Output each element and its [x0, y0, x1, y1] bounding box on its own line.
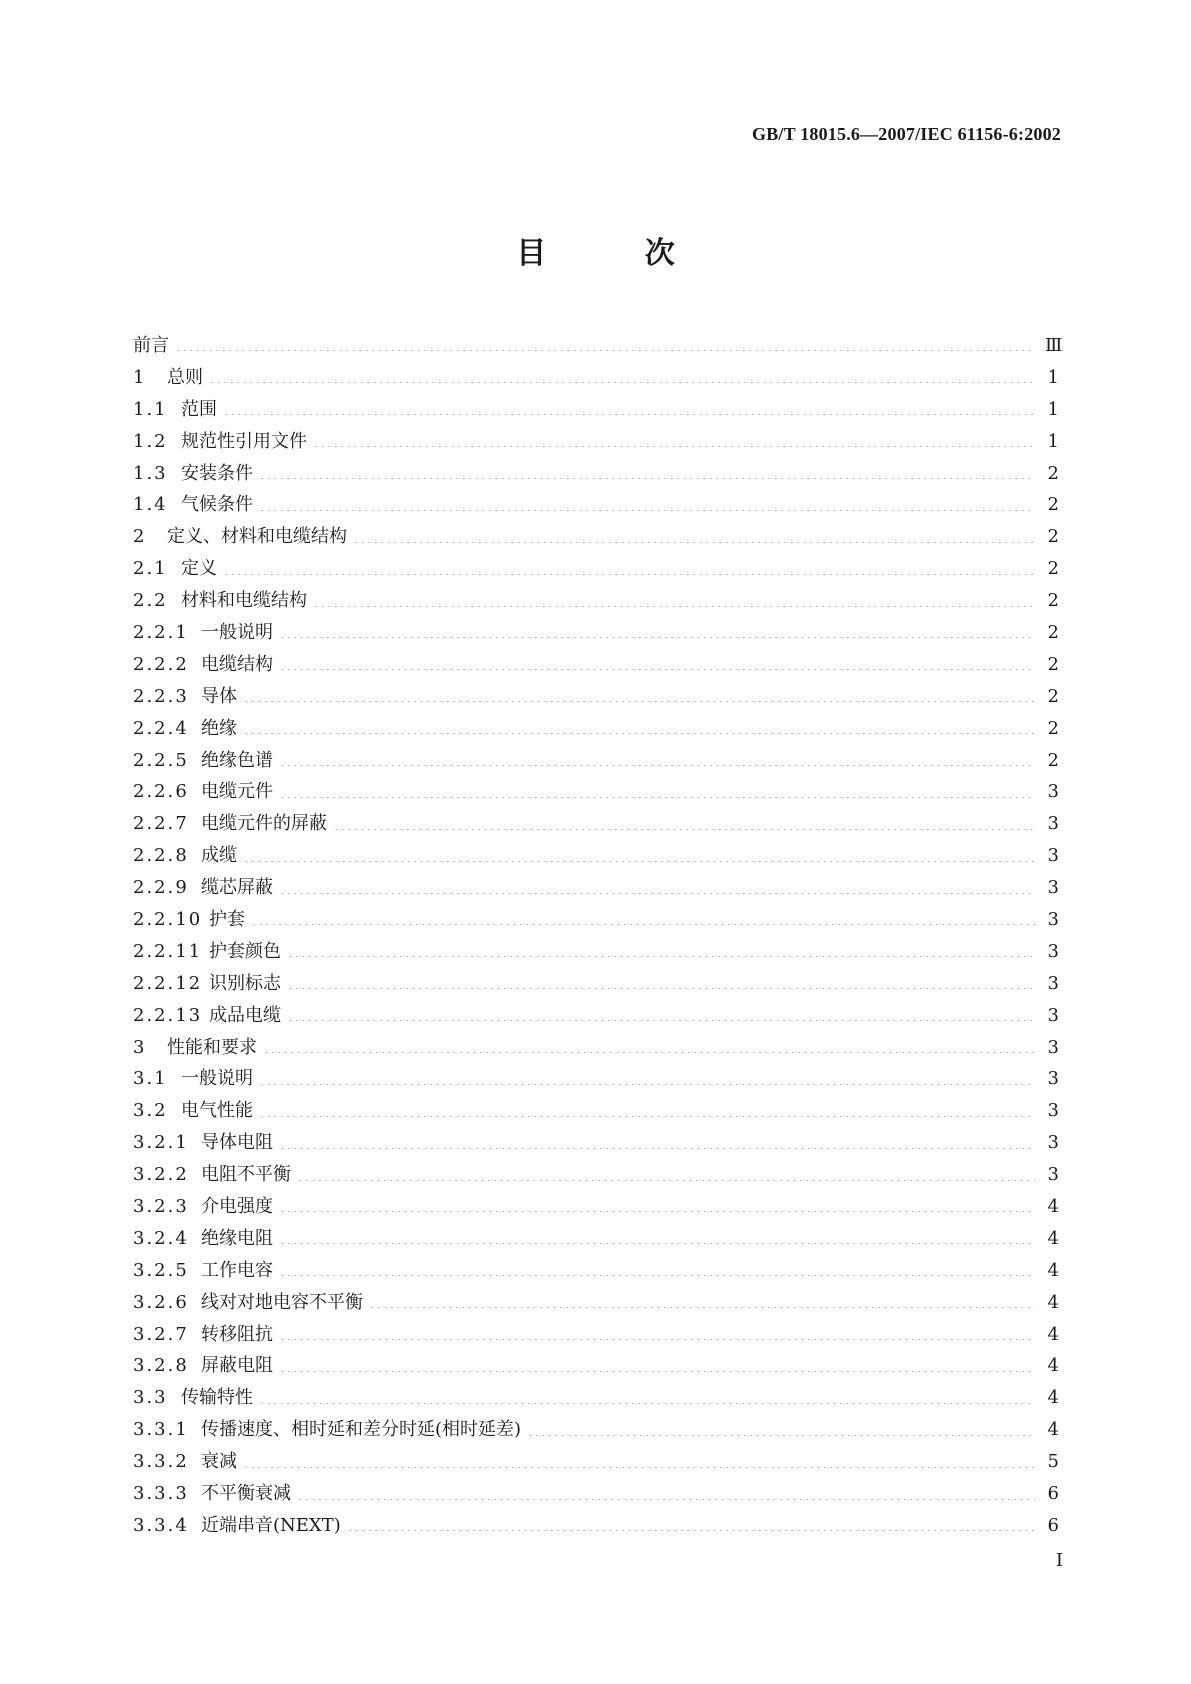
toc-entry[interactable] [133, 936, 1059, 968]
toc-entry-page: 2 [1047, 717, 1059, 739]
table-of-contents [133, 330, 1063, 1542]
toc-entry[interactable] [133, 1319, 1059, 1351]
toc-entry-page: 3 [1047, 1100, 1059, 1122]
toc-entry-page: 3 [1047, 1036, 1059, 1058]
toc-entry-label: 定义 [181, 558, 217, 580]
toc-entry-label: 护套颜色 [209, 940, 281, 962]
toc-entry-label: 总则 [167, 366, 203, 388]
toc-leader-dots [263, 1052, 1035, 1053]
toc-entry[interactable] [133, 713, 1059, 745]
toc-entry-number: 3.2.1 [133, 1132, 189, 1154]
toc-leader-dots [297, 1180, 1035, 1181]
toc-entry-page: 4 [1047, 1227, 1059, 1249]
toc-entry-number: 2.1 [133, 558, 168, 580]
toc-leader-dots [259, 1116, 1035, 1117]
toc-entry[interactable] [133, 681, 1059, 713]
toc-entry-page: 3 [1047, 972, 1059, 994]
toc-entry-number: 3.2.8 [133, 1355, 189, 1377]
toc-entry-label: 工作电容 [201, 1259, 273, 1281]
toc-entry-label: 线对对地电容不平衡 [201, 1291, 363, 1313]
toc-leader-dots [313, 606, 1035, 607]
toc-entry-label: 性能和要求 [167, 1036, 257, 1058]
toc-entry-label: 规范性引用文件 [181, 430, 307, 452]
toc-entry-number: 2.2.7 [133, 813, 189, 835]
toc-leader-dots [297, 1499, 1035, 1500]
toc-entry-number: 2 [133, 526, 147, 548]
toc-entry[interactable] [133, 1032, 1059, 1064]
toc-entry-number: 3.2.4 [133, 1227, 189, 1249]
toc-entry-label: 电缆结构 [201, 653, 273, 675]
toc-entry-number: 2.2.3 [133, 685, 189, 707]
toc-entry-page: 3 [1047, 940, 1059, 962]
toc-entry-number: 2.2 [133, 590, 168, 612]
toc-entry-number: 1.3 [133, 462, 168, 484]
toc-entry[interactable] [133, 489, 1059, 521]
toc-entry[interactable] [133, 808, 1059, 840]
toc-entry-label: 电缆元件的屏蔽 [201, 813, 327, 835]
toc-entry-number: 3.3.4 [133, 1514, 189, 1536]
toc-entry-number: 2.2.6 [133, 781, 189, 803]
toc-entry-label: 安装条件 [181, 462, 253, 484]
toc-entry-page: 4 [1047, 1387, 1059, 1409]
toc-entry-number: 2.2.4 [133, 717, 189, 739]
toc-entry-label: 电缆元件 [201, 781, 273, 803]
toc-entry-label: 导体 [201, 685, 237, 707]
toc-entry-number: 3.2.5 [133, 1259, 189, 1281]
toc-entry[interactable] [133, 362, 1059, 394]
toc-entry[interactable] [133, 745, 1059, 777]
toc-entry-number: 3.3.2 [133, 1451, 189, 1473]
toc-leader-dots [209, 382, 1035, 383]
toc-leader-dots [333, 829, 1035, 830]
toc-entry-number: 3.2.7 [133, 1323, 189, 1345]
toc-entry-number: 2.2.12 [133, 972, 203, 994]
toc-entry-page: 4 [1047, 1291, 1059, 1313]
toc-entry[interactable] [133, 1127, 1059, 1159]
toc-entry-label: 缆芯屏蔽 [201, 877, 273, 899]
toc-entry-page: 3 [1047, 1164, 1059, 1186]
toc-entry[interactable] [133, 1159, 1059, 1191]
toc-entry[interactable] [133, 585, 1059, 617]
toc-entry-number: 1.1 [133, 398, 168, 420]
toc-entry-label: 不平衡衰减 [201, 1483, 291, 1504]
toc-entry[interactable] [133, 553, 1059, 585]
toc-leader-dots [279, 1148, 1035, 1149]
toc-entry-number: 3.1 [133, 1068, 168, 1090]
toc-entry-page: 2 [1047, 685, 1059, 707]
toc-entry-number: 2.2.1 [133, 621, 189, 643]
toc-entry-number: 3.3.3 [133, 1483, 189, 1504]
toc-entry[interactable] [133, 776, 1059, 808]
toc-entry-number: 3.2.3 [133, 1195, 189, 1217]
toc-entry-page: 3 [1047, 1068, 1059, 1090]
toc-entry[interactable] [133, 521, 1059, 553]
toc-entry[interactable] [133, 840, 1059, 872]
toc-entry-number: 2.2.9 [133, 877, 189, 899]
toc-leader-dots [243, 1467, 1035, 1468]
toc-entry-label: 转移阻抗 [201, 1323, 273, 1345]
toc-leader-dots [251, 924, 1035, 925]
toc-entry[interactable] [133, 1223, 1059, 1255]
toc-entry-page: Ⅲ [1045, 334, 1063, 356]
toc-entry[interactable] [133, 1255, 1059, 1287]
toc-leader-dots [279, 669, 1035, 670]
toc-entry-number: 1 [133, 366, 147, 388]
toc-entry-label: 定义、材料和电缆结构 [167, 526, 347, 548]
toc-entry[interactable] [133, 1000, 1059, 1032]
toc-entry[interactable] [133, 1095, 1059, 1127]
toc-leader-dots [287, 956, 1035, 957]
toc-entry-number: 2.2.2 [133, 653, 189, 675]
toc-entry-label: 绝缘电阻 [201, 1227, 273, 1249]
toc-entry[interactable] [133, 1063, 1059, 1095]
toc-entry-label: 绝缘 [201, 717, 237, 739]
toc-entry[interactable] [133, 1478, 1059, 1510]
toc-entry-page: 3 [1047, 908, 1059, 930]
toc-leader-dots [313, 446, 1035, 447]
toc-entry-label: 识别标志 [209, 972, 281, 994]
toc-entry-label: 传输特性 [181, 1387, 253, 1409]
toc-entry-page: 6 [1047, 1514, 1059, 1536]
standard-code: GB/T 18015.6—2007/IEC 61156-6:2002 [752, 124, 1061, 144]
toc-leader-dots [279, 637, 1035, 638]
toc-entry-page: 4 [1047, 1355, 1059, 1377]
toc-entry-label: 范围 [181, 398, 217, 420]
toc-entry-page: 4 [1047, 1195, 1059, 1217]
toc-leader-dots [223, 574, 1035, 575]
toc-leader-dots [259, 1084, 1035, 1085]
toc-entry-page: 3 [1047, 813, 1059, 835]
toc-leader-dots [347, 1530, 1035, 1531]
toc-entry-page: 2 [1047, 462, 1059, 484]
toc-entry-page: 2 [1047, 494, 1059, 516]
toc-entry-number: 2.2.8 [133, 845, 189, 867]
toc-entry[interactable] [133, 426, 1059, 458]
toc-leader-dots [369, 1307, 1035, 1308]
toc-entry-page: 2 [1047, 749, 1059, 771]
toc-entry-number: 3.2.2 [133, 1164, 189, 1186]
toc-entry-page: 3 [1047, 877, 1059, 899]
toc-leader-dots [279, 1339, 1035, 1340]
toc-entry[interactable] [133, 1351, 1059, 1383]
toc-entry-label: 近端串音(NEXT) [201, 1514, 341, 1536]
toc-entry-page: 2 [1047, 653, 1059, 675]
toc-entry-number: 3.3.1 [133, 1419, 189, 1441]
toc-entry-number: 1.4 [133, 494, 168, 516]
toc-entry[interactable] [133, 617, 1059, 649]
toc-leader-dots [279, 1243, 1035, 1244]
toc-entry[interactable] [133, 1446, 1059, 1478]
toc-leader-dots [279, 1371, 1035, 1372]
toc-entry[interactable] [133, 872, 1059, 904]
toc-entry-label: 导体电阻 [201, 1132, 273, 1154]
toc-leader-dots [243, 733, 1035, 734]
toc-entry-label: 气候条件 [181, 494, 253, 516]
toc-entry-label: 电气性能 [181, 1100, 253, 1122]
toc-entry-number: 1.2 [133, 430, 168, 452]
toc-entry-page: 1 [1047, 366, 1059, 388]
toc-entry-page: 1 [1047, 430, 1059, 452]
toc-entry-label: 电阻不平衡 [201, 1164, 291, 1186]
toc-leader-dots [279, 797, 1035, 798]
toc-entry-label: 前言 [133, 334, 169, 356]
toc-entry-page: 3 [1047, 1132, 1059, 1154]
toc-leader-dots [279, 893, 1035, 894]
toc-leader-dots [287, 988, 1035, 989]
toc-entry-page: 6 [1047, 1483, 1059, 1504]
toc-leader-dots [287, 1020, 1035, 1021]
toc-entry-label: 成品电缆 [209, 1004, 281, 1026]
page-title: 目 次 [516, 236, 719, 271]
toc-entry-page: 2 [1047, 621, 1059, 643]
toc-entry[interactable] [133, 1191, 1059, 1223]
toc-entry[interactable] [133, 968, 1059, 1000]
toc-entry-page: 2 [1047, 526, 1059, 548]
toc-entry-page: 3 [1047, 845, 1059, 867]
toc-leader-dots [243, 701, 1035, 702]
toc-leader-dots [223, 414, 1035, 415]
toc-entry[interactable] [133, 649, 1059, 681]
toc-entry-label: 一般说明 [181, 1068, 253, 1090]
toc-entry[interactable] [133, 1382, 1059, 1414]
toc-entry-page: 5 [1047, 1451, 1059, 1473]
toc-entry-label: 一般说明 [201, 621, 273, 643]
toc-entry-label: 成缆 [201, 845, 237, 867]
toc-entry[interactable] [133, 1287, 1059, 1319]
toc-leader-dots [259, 478, 1035, 479]
toc-entry[interactable] [133, 458, 1059, 490]
toc-entry-label: 介电强度 [201, 1195, 273, 1217]
toc-entry-label: 传播速度、相时延和差分时延(相时延差) [201, 1419, 522, 1441]
toc-entry-label: 绝缘色谱 [201, 749, 273, 771]
toc-entry-number: 3.3 [133, 1387, 168, 1409]
toc-leader-dots [243, 861, 1035, 862]
toc-entry-page: 4 [1047, 1419, 1059, 1441]
toc-entry-number: 3 [133, 1036, 147, 1058]
toc-leader-dots [259, 510, 1035, 511]
toc-entry[interactable] [133, 1510, 1059, 1542]
toc-entry-page: 3 [1047, 781, 1059, 803]
toc-entry-number: 3.2.6 [133, 1291, 189, 1313]
toc-leader-dots [279, 1211, 1035, 1212]
toc-entry-page: 4 [1047, 1259, 1059, 1281]
toc-leader-dots [279, 1275, 1035, 1276]
toc-entry-page: 3 [1047, 1004, 1059, 1026]
toc-entry[interactable] [133, 394, 1059, 426]
toc-entry-page: 4 [1047, 1323, 1059, 1345]
toc-entry-label: 屏蔽电阻 [201, 1355, 273, 1377]
toc-entry-number: 2.2.5 [133, 749, 189, 771]
toc-entry[interactable] [133, 1414, 1059, 1446]
toc-leader-dots [259, 1403, 1035, 1404]
toc-entry-page: 2 [1047, 558, 1059, 580]
page-folio: I [1055, 1550, 1063, 1571]
toc-entry-number: 2.2.11 [133, 940, 203, 962]
toc-entry-number: 2.2.10 [133, 908, 203, 930]
toc-entry-label: 护套 [209, 908, 245, 930]
toc-entry-label: 材料和电缆结构 [181, 590, 307, 612]
toc-leader-dots [527, 1435, 1035, 1436]
toc-entry-number: 3.2 [133, 1100, 168, 1122]
toc-entry-number: 2.2.13 [133, 1004, 203, 1026]
toc-entry[interactable] [133, 330, 1063, 362]
toc-entry[interactable] [133, 904, 1059, 936]
toc-leader-dots [175, 350, 1035, 351]
toc-entry-page: 2 [1047, 590, 1059, 612]
toc-entry-page: 1 [1047, 398, 1059, 420]
toc-leader-dots [353, 542, 1035, 543]
toc-entry-label: 衰减 [201, 1451, 237, 1473]
toc-leader-dots [279, 765, 1035, 766]
